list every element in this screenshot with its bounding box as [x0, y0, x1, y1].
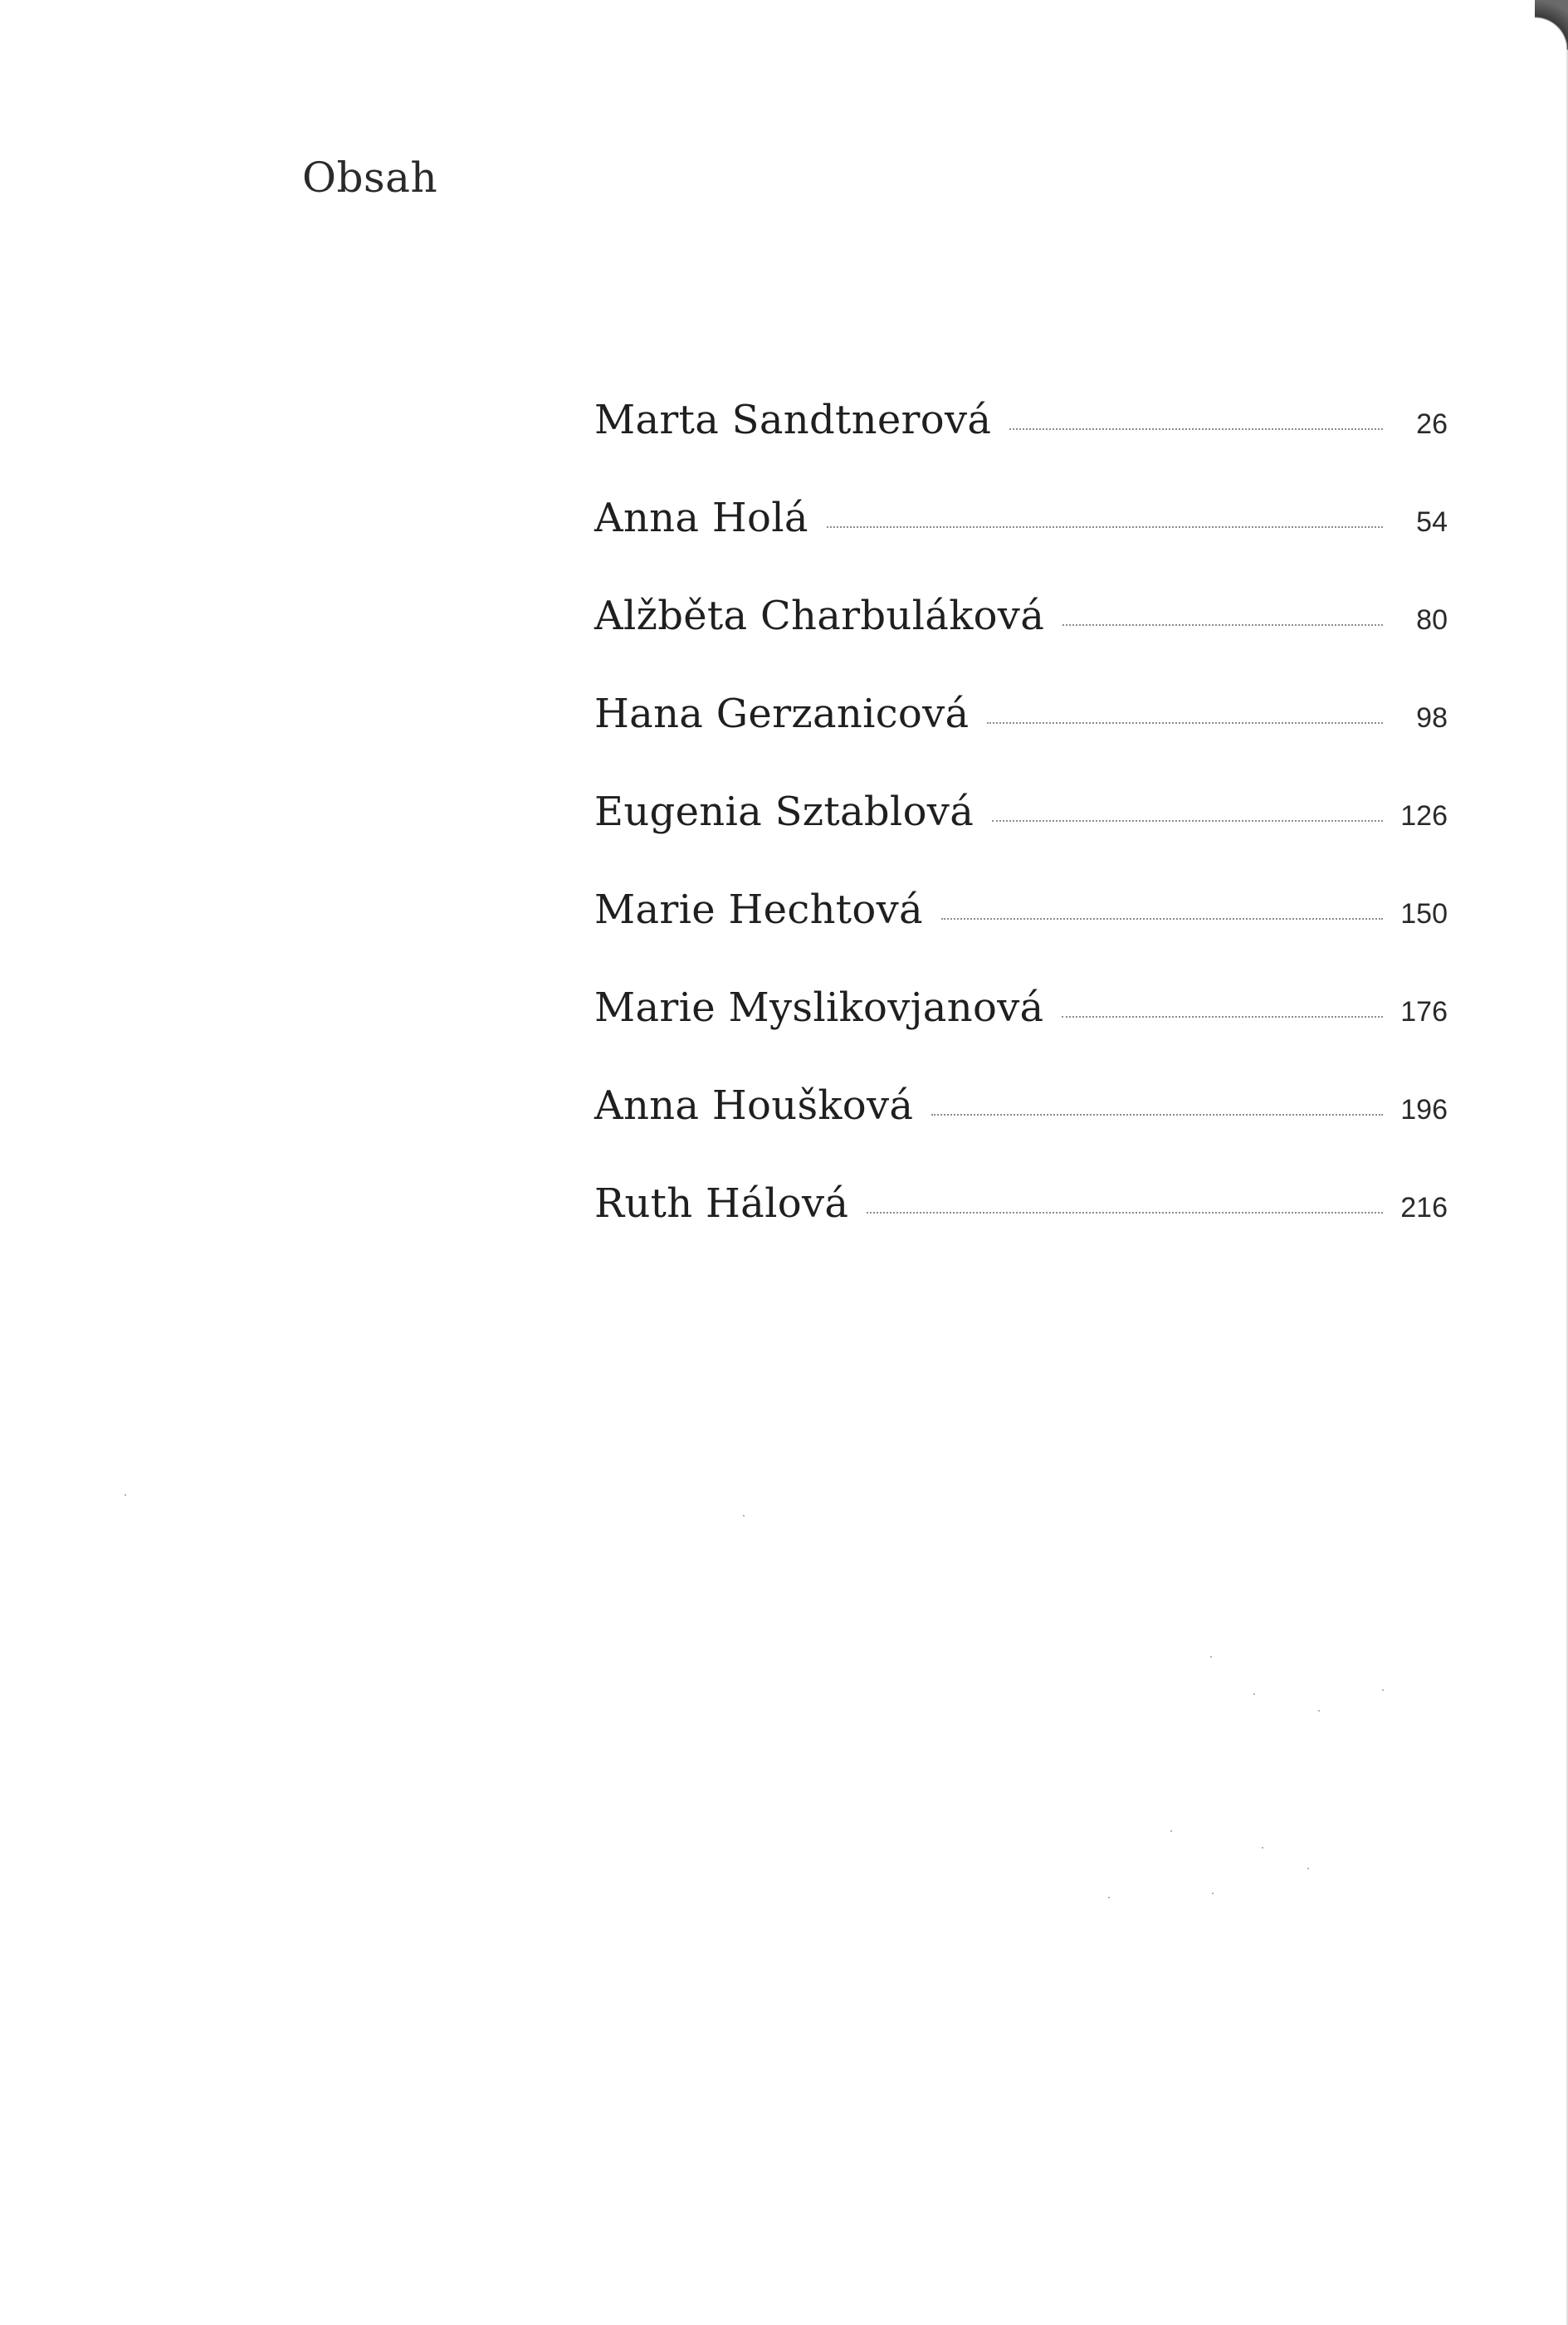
- dot-leader: [1009, 427, 1383, 430]
- toc-entry-name: Marie Hechtová: [594, 887, 923, 933]
- dot-leader: [931, 1113, 1383, 1116]
- toc-entry-name: Marta Sandtnerová: [594, 397, 992, 443]
- scan-speck: [743, 1515, 745, 1517]
- toc-entry: [594, 495, 1448, 593]
- toc-entry: [594, 984, 1448, 1082]
- toc-entry: [594, 1180, 1448, 1278]
- dot-leader: [1062, 623, 1383, 626]
- scan-speck: [1382, 1689, 1384, 1691]
- scan-speck: [1318, 1710, 1320, 1712]
- toc-entry-page: 216: [1400, 1192, 1448, 1224]
- toc-entry-page: 80: [1416, 604, 1448, 636]
- dot-leader: [941, 917, 1383, 920]
- scan-speck: [1212, 1893, 1214, 1894]
- dot-leader: [867, 1211, 1383, 1214]
- toc-entry-page: 54: [1416, 506, 1448, 538]
- scan-speck: [1210, 1656, 1212, 1658]
- toc-entry: [594, 397, 1448, 495]
- toc-entry-name: Ruth Hálová: [594, 1180, 849, 1227]
- toc-entry: [594, 691, 1448, 789]
- dot-leader: [992, 819, 1383, 822]
- toc-entry-page: 126: [1400, 800, 1448, 832]
- toc-entry-name: Eugenia Sztablová: [594, 789, 975, 835]
- dot-leader: [987, 721, 1383, 724]
- scan-speck: [1253, 1693, 1255, 1695]
- scan-speck: [125, 1494, 126, 1496]
- scan-speck: [1170, 1830, 1172, 1832]
- toc-entry: [594, 789, 1448, 887]
- dot-leader: [827, 525, 1383, 528]
- dot-leader: [1062, 1015, 1383, 1018]
- page-corner: [1535, 0, 1568, 50]
- toc-entry-name: Anna Holá: [594, 495, 808, 541]
- toc-entry-name: Alžběta Charbuláková: [594, 593, 1045, 639]
- toc-entry: [594, 887, 1448, 984]
- toc-entry-name: Marie Myslikovjanová: [594, 984, 1044, 1031]
- toc-entry-page: 98: [1416, 702, 1448, 734]
- toc-entry-page: 26: [1416, 408, 1448, 440]
- scan-speck: [1262, 1847, 1263, 1849]
- toc-entry: [594, 593, 1448, 691]
- toc-entry-page: 150: [1400, 898, 1448, 930]
- toc-entry-name: Hana Gerzanicová: [594, 691, 970, 737]
- scan-speck: [1307, 1868, 1309, 1869]
- table-of-contents: [594, 397, 1448, 1278]
- toc-entry-page: 176: [1400, 996, 1448, 1028]
- page-title: Obsah: [302, 154, 438, 202]
- toc-entry-page: 196: [1400, 1094, 1448, 1126]
- toc-entry-name: Anna Houšková: [594, 1082, 914, 1129]
- scan-speck: [1108, 1897, 1110, 1898]
- toc-entry: [594, 1082, 1448, 1180]
